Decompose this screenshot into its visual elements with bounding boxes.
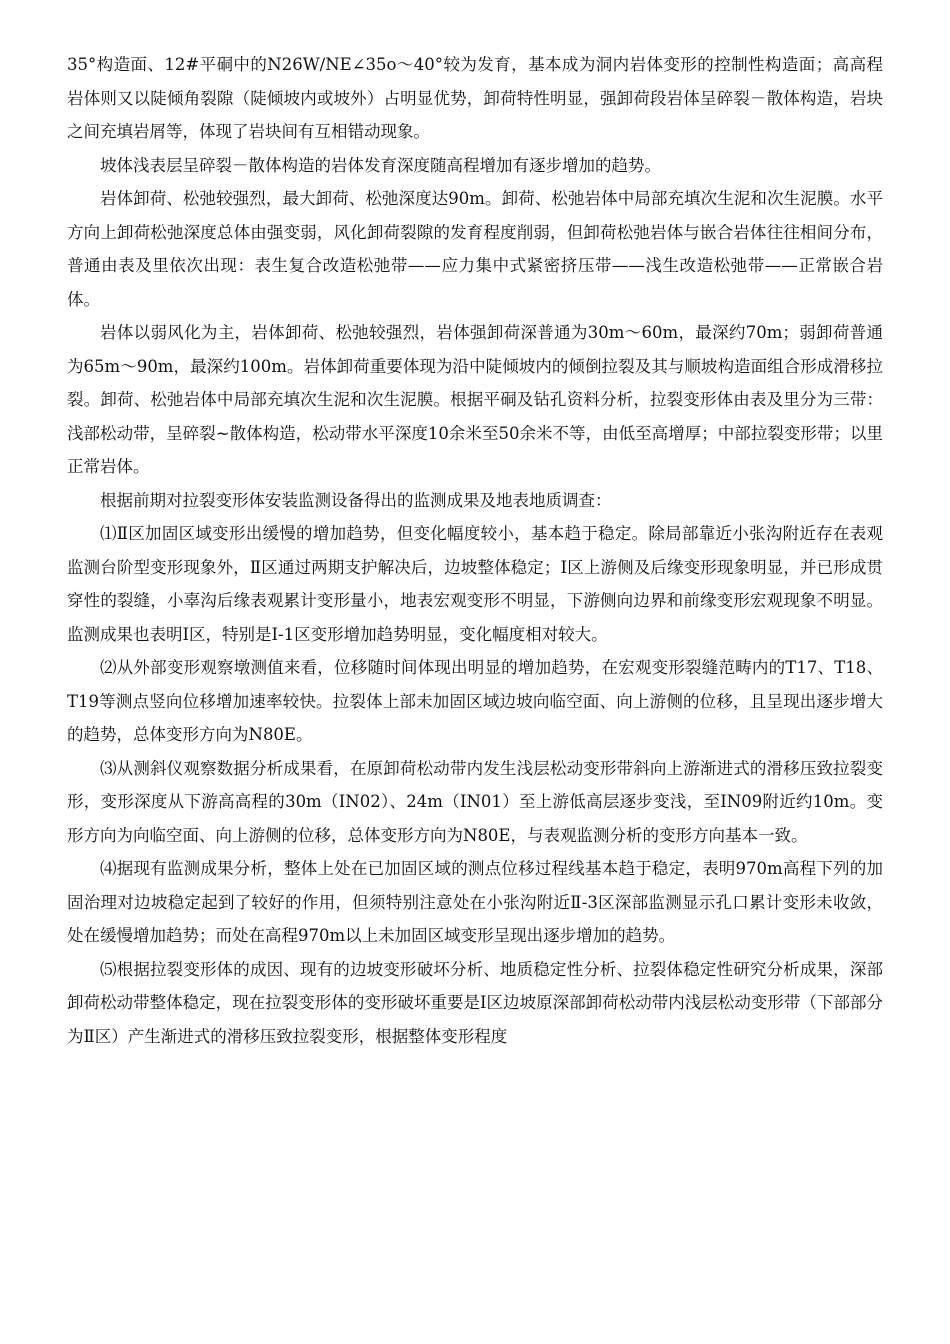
paragraph: 岩体以弱风化为主，岩体卸荷、松弛较强烈，岩体强卸荷深普通为30m～60m，最深约70m；弱卸荷普通为65m～90m，最深约100m。岩体卸荷重要体现为沿中陡倾坡内的倾倒拉裂及其与顺坡构造面组合形成滑移拉裂。卸荷、松弛岩体中局部充填次生泥和次生泥膜。根据平硐及钻孔资料分析，拉裂变形体由表及里分为三带：浅部松动带，呈碎裂~散体构造，松动带水平深度10余米至50余米不等，由低至高增厚；中部拉裂变形带；以里正常岩体。 (67, 323, 883, 476)
list-item: ⑶从测斜仪观察数据分析成果看，在原卸荷松动带内发生浅层松动变形带斜向上游渐进式的滑移压致拉裂变形，变形深度从下游高高程的30m（IN02）、24m（IN01）至上游低高层逐步变浅，至IN09附近约10m。变形方向为向临空面、向上游侧的位移，总体变形方向为N80E，与表观监测分析的变形方向基本一致。 (67, 758, 883, 845)
list-item: ⑷据现有监测成果分析，整体上处在已加固区域的测点位移过程线基本趋于稳定，表明970m高程下列的加固治理对边坡稳定起到了较好的作用，但须特别注意处在小张沟附近Ⅱ-3区深部监测显示孔口累计变形未收敛，处在缓慢增加趋势；而处在高程970m以上未加固区域变形呈现出逐步增加的趋势。 (67, 859, 883, 945)
list-item: ⑸根据拉裂变形体的成因、现有的边坡变形破坏分析、地质稳定性分析、拉裂体稳定性研究分析成果，深部卸荷松动带整体稳定，现在拉裂变形体的变形破坏重要是Ⅰ区边坡原深部卸荷松动带内浅层松动变形带（下部部分为Ⅱ区）产生渐进式的滑移压致拉裂变形，根据整体变形程度 (67, 959, 883, 1046)
paragraph: 根据前期对拉裂变形体安装监测设备得出的监测成果及地表地质调查： (100, 490, 612, 510)
paragraph-continuation: 35°构造面、12#平硐中的N26W/NE∠35o～40°较为发育，基本成为洞内岩体变形的控制性构造面；高高程岩体则又以陡倾角裂隙（陡倾坡内或坡外）占明显优势，卸荷特性明显，强卸荷段岩体呈碎裂－散体构造，岩块之间充填岩屑等，体现了岩块间有互相错动现象。 (67, 55, 883, 141)
list-item: ⑴Ⅱ区加固区域变形出缓慢的增加趋势，但变化幅度较小，基本趋于稳定。除局部靠近小张沟附近存在表观监测台阶型变形现象外，Ⅱ区通过两期支护解决后，边坡整体稳定；Ⅰ区上游侧及后缘变形现象明显，并已形成贯穿性的裂缝，小辜沟后缘表观累计变形量小，地表宏观变形不明显，下游侧向边界和前缘变形宏观现象不明显。监测成果也表明Ⅰ区，特别是Ⅰ-1区变形增加趋势明显，变化幅度相对较大。 (67, 524, 883, 644)
paragraph: 坡体浅表层呈碎裂－散体构造的岩体发育深度随高程增加有逐步增加的趋势。 (100, 155, 661, 175)
list-item: ⑵从外部变形观察墩测值来看，位移随时间体现出明显的增加趋势，在宏观变形裂缝范畴内的T17、T18、T19等测点竖向位移增加速率较快。拉裂体上部未加固区域边坡向临空面、向上游侧的位移，且呈现出逐步增大的趋势，总体变形方向为N80E。 (67, 658, 883, 744)
document-body (67, 48, 883, 1053)
paragraph: 岩体卸荷、松弛较强烈，最大卸荷、松弛深度达90m。卸荷、松弛岩体中局部充填次生泥和次生泥膜。水平方向上卸荷松弛深度总体由强变弱，风化卸荷裂隙的发育程度削弱，但卸荷松弛岩体与嵌合岩体往往相间分布，普通由表及里依次出现：表生复合改造松弛带——应力集中式紧密挤压带——浅生改造松弛带——正常嵌合岩体。 (67, 189, 883, 309)
